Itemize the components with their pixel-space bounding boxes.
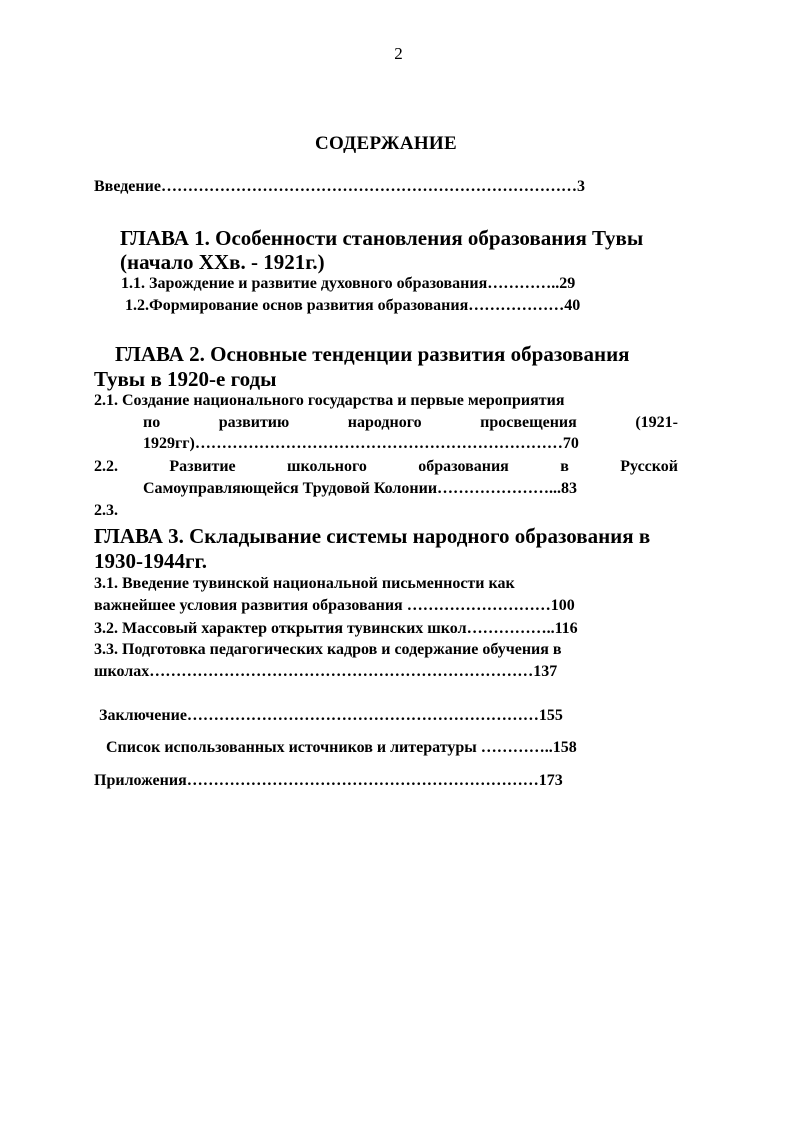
toc-entry-sources: Список использованных источников и литературы …………..158 <box>106 739 577 756</box>
chapter-1-heading-line1: ГЛАВА 1. Особенности становления образования Тувы <box>120 226 644 250</box>
chapter-3-heading-line2: 1930-1944гг. <box>94 549 207 573</box>
toc-entry-2-1-line3: 1929гг)……………………………………………………………70 <box>143 435 579 452</box>
toc-entry-2-1-line1: 2.1. Создание национального государства и первые мероприятия <box>94 392 565 409</box>
chapter-1-heading-line2: (начало XXв. - 1921г.) <box>120 250 325 274</box>
chapter-3-heading-line1: ГЛАВА 3. Складывание системы народного образования в <box>94 524 651 548</box>
chapter-2-heading-line1: ГЛАВА 2. Основные тенденции развития образования <box>115 342 630 366</box>
toc-entry-3-3-line2: школах………………………………………………………………137 <box>94 663 558 680</box>
toc-entry-conclusion: Заключение…………………………………………………………155 <box>99 707 563 724</box>
toc-entry-3-2: 3.2. Массовый характер открытия тувинских школ……………..116 <box>94 620 578 637</box>
toc-entry-intro: Введение……………………………………………………………………3 <box>94 178 585 195</box>
toc-entry-3-1-line2: важнейшее условия развития образования ………………………100 <box>94 597 575 614</box>
toc-entry-3-1-line1: 3.1. Введение тувинской национальной письменности как <box>94 575 515 592</box>
page-title: СОДЕРЖАНИЕ <box>315 133 457 154</box>
toc-entry-2-3: 2.3. <box>94 502 118 519</box>
toc-entry-1-1: 1.1. Зарождение и развитие духовного образования…………..29 <box>121 275 576 292</box>
toc-entry-appendix: Приложения…………………………………………………………173 <box>94 772 563 789</box>
toc-entry-1-2: 1.2.Формирование основ развития образования………………40 <box>125 297 581 314</box>
chapter-2-heading-line2: Тувы в 1920-е годы <box>94 367 277 391</box>
toc-entry-2-2-line2: Самоуправляющейся Трудовой Колонии…………………...83 <box>143 480 578 497</box>
toc-entry-3-3-line1: 3.3. Подготовка педагогических кадров и содержание обучения в <box>94 641 562 658</box>
toc-entry-2-2-line1: 2.2. Развитие школьного образования в Русской <box>94 458 678 475</box>
page-number: 2 <box>394 44 403 63</box>
toc-entry-2-1-line2: по развитию народного просвещения (1921- <box>143 414 678 431</box>
